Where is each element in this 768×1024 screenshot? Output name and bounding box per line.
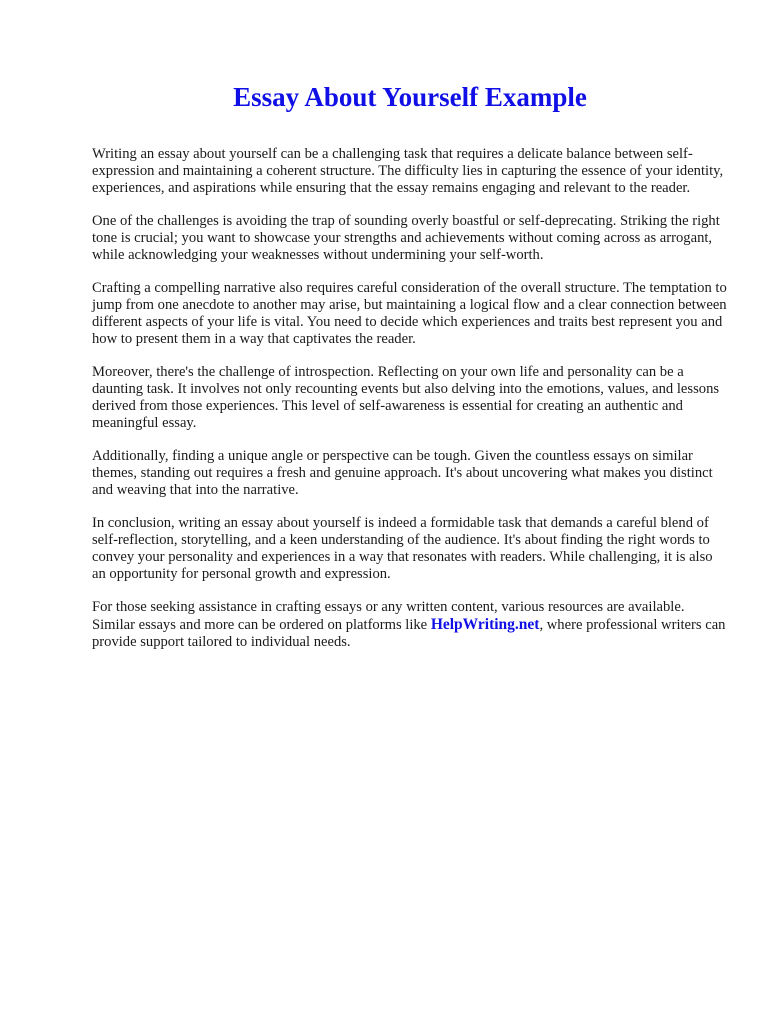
paragraph-conclusion: In conclusion, writing an essay about yourself is indeed a formidable task that demands a careful blend of self-reflection, storytelling, and a keen understanding of the audience. It's about finding the right words to convey your personality and experiences in a way that resonates with readers. While challenging, it is also an opportunity for personal growth and expression. <box>92 515 713 582</box>
document-title: Essay About Yourself Example <box>233 82 587 112</box>
paragraph-tone: One of the challenges is avoiding the trap of sounding overly boastful or self-deprecating. Striking the right tone is crucial; you want to showcase your strengths and achievements without coming across as arrogant, while acknowledging your weaknesses without undermining your self-worth. <box>92 213 720 263</box>
paragraph-closing <box>92 599 728 651</box>
paragraph-intro: Writing an essay about yourself can be a challenging task that requires a delicate balance between self-expression and maintaining a coherent structure. The difficulty lies in capturing the essence of your identity, experiences, and aspirations while ensuring that the essay remains engaging and relevant to the reader. <box>92 146 724 196</box>
paragraph-introspection: Moreover, there's the challenge of introspection. Reflecting on your own life and personality can be a daunting task. It involves not only recounting events but also delving into the emotions, values, and lessons derived from those experiences. This level of self-awareness is essential for creating an authentic and meaningful essay. <box>92 364 720 431</box>
document-body <box>92 146 728 667</box>
paragraph-unique-angle: Additionally, finding a unique angle or perspective can be tough. Given the countless essays on similar themes, standing out requires a fresh and genuine approach. It's about uncovering what makes you distinct and weaving that into the narrative. <box>92 448 713 498</box>
closing-text-before: For those seeking assistance in crafting essays or any written content, various resources are available. Similar essays and more can be ordered on platforms like <box>92 599 685 633</box>
helpwriting-link[interactable]: HelpWriting.net <box>430 616 540 633</box>
paragraph-structure: Crafting a compelling narrative also requires careful consideration of the overall structure. The temptation to jump from one anecdote to another may arise, but maintaining a logical flow and a clear connection between different aspects of your life is vital. You need to decide which experiences and traits best represent you and how to present them in a way that captivates the reader. <box>92 280 727 347</box>
closing-text-after: , where professional writers can provide support tailored to individual needs. <box>92 617 726 650</box>
